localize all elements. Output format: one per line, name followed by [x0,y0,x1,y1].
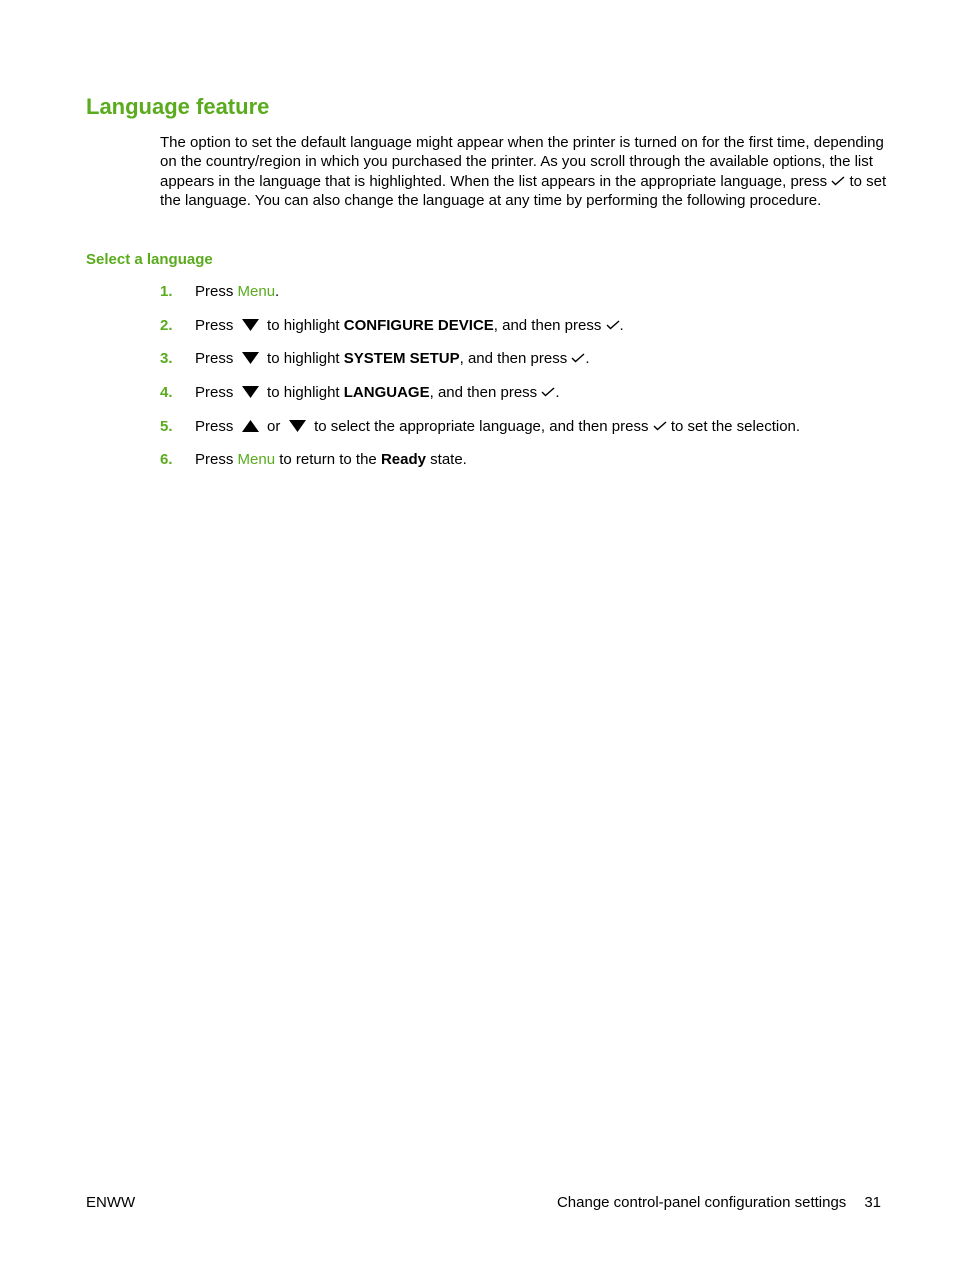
step-1 [0,282,954,302]
step-6 [0,450,954,470]
step-end: . [275,283,280,300]
menu-item-name: SYSTEM SETUP [343,350,460,367]
press-word: Press [195,283,234,300]
press-word: Press [195,317,234,334]
step-number: 2. [160,317,173,334]
select-text: to select the appropriate language, and then press [314,418,649,435]
checkmark-icon [606,320,620,330]
step-number: 4. [160,384,173,401]
step-end: . [555,384,560,401]
ready-state-name: Ready [380,451,426,468]
step-text [195,316,624,336]
press-word: Press [195,451,234,468]
step-3 [0,349,954,369]
intro-text-before: The option to set the default language might appear when the printer is turned on for the first time, depending on the country/region in which you purchased the printer. As you scroll through the available options, the list appears in the language that is highlighted. When the list appears in the appropriate language, press [160,134,884,190]
intro-text-after: to set the language. You can also change the language at any time by performing the following procedure. [160,172,887,209]
checkmark-icon [571,353,585,363]
step-4 [0,383,954,403]
highlight-text: to highlight [267,317,340,334]
step-text [195,349,590,369]
step-text [195,282,279,302]
or-text: or [267,418,281,435]
highlight-text: to highlight [267,384,340,401]
section-subheading: Select a language [86,251,213,268]
step-end: . [619,317,624,334]
footer-locale-code: ENWW [86,1194,136,1211]
checkmark-icon [653,421,667,431]
checkmark-icon [831,176,845,186]
then-text: , and then press [459,350,568,367]
then-text: , and then press [429,384,538,401]
step-text [195,383,560,403]
return-text: to return to the [279,451,377,468]
press-word: Press [195,384,234,401]
down-arrow-icon [242,319,259,331]
step-number: 1. [160,283,173,300]
footer-section-title: Change control-panel configuration settings [556,1194,847,1211]
press-word: Press [195,418,234,435]
step-number: 5. [160,418,173,435]
up-arrow-icon [242,420,259,432]
step-number: 3. [160,350,173,367]
down-arrow-icon [242,386,259,398]
step-text [195,417,800,437]
menu-item-name: LANGUAGE [343,384,430,401]
checkmark-icon [541,387,555,397]
down-arrow-icon [289,420,306,432]
menu-button-name: Menu [237,451,276,468]
menu-item-name: CONFIGURE DEVICE [343,317,494,334]
then-text: , and then press [493,317,602,334]
step-5 [0,417,954,437]
footer-section-info [557,1193,881,1212]
step-text [195,450,467,470]
page-title: Language feature [86,94,270,119]
down-arrow-icon [242,352,259,364]
step-number: 6. [160,451,173,468]
press-word: Press [195,350,234,367]
step-2 [0,316,954,336]
highlight-text: to highlight [267,350,340,367]
step-end: to set the selection. [670,418,801,435]
page-number: 31 [864,1194,881,1211]
step-end: . [585,350,590,367]
intro-paragraph [160,133,890,210]
step-end: state. [430,451,467,468]
menu-button-name: Menu [237,283,276,300]
